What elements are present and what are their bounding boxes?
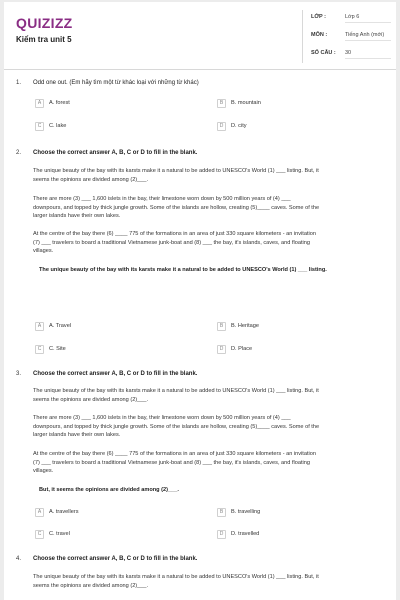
option-a[interactable] bbox=[35, 99, 205, 109]
option-text: B. Heritage bbox=[231, 323, 259, 329]
meta-count-row bbox=[303, 46, 395, 60]
meta-class-row bbox=[303, 10, 395, 24]
option-a[interactable] bbox=[35, 508, 205, 518]
meta-subject-label: MÔN : bbox=[311, 32, 328, 38]
passage-paragraph-1 bbox=[33, 387, 391, 404]
option-text: B. mountain bbox=[231, 100, 261, 106]
option-text: D. city bbox=[231, 123, 247, 129]
meta-class-value: Lớp 6 bbox=[345, 14, 360, 20]
option-letter: B bbox=[217, 322, 226, 331]
passage-paragraph-2 bbox=[33, 195, 391, 221]
quiz-title: Kiểm tra unit 5 bbox=[16, 35, 72, 44]
passage-line: larger islands have their own lakes. bbox=[33, 432, 121, 438]
passage-line: The unique beauty of the bay with its karsts make it a natural to be added to UNESCO's World (1) ___ listing. But, it bbox=[33, 168, 319, 174]
passage-paragraph-1 bbox=[33, 167, 391, 184]
passage-line: (7) ___ travelers to board a traditional Vietnamese junk-boat and (8) ___ the bay, it's islands, caves, and floating bbox=[33, 459, 310, 466]
option-a[interactable] bbox=[35, 322, 205, 332]
option-c[interactable] bbox=[35, 530, 205, 540]
quizizz-logo: QUIZIZZ bbox=[16, 15, 73, 31]
option-d[interactable] bbox=[217, 345, 387, 355]
passage-line: The unique beauty of the bay with its karsts make it a natural to be added to UNESCO's World (1) ___ listing. But, it bbox=[33, 388, 319, 394]
option-text: C. travel bbox=[49, 531, 70, 537]
passage-paragraph-3 bbox=[33, 450, 391, 476]
option-letter: B bbox=[217, 508, 226, 517]
meta-divider bbox=[345, 22, 391, 23]
option-letter: A bbox=[35, 99, 44, 108]
passage-line: seems the opinions are divided among (2)___. bbox=[33, 176, 149, 183]
question-number: 1. bbox=[16, 80, 22, 86]
option-letter: B bbox=[217, 99, 226, 108]
option-b[interactable] bbox=[217, 508, 387, 518]
question-prompt: Odd one out. (Em hãy tìm một từ khác loại với những từ khác) bbox=[33, 80, 199, 86]
passage-line: larger islands have their own lakes. bbox=[33, 213, 121, 219]
option-letter: D bbox=[217, 122, 226, 131]
option-letter: C bbox=[35, 530, 44, 539]
meta-class-label: LỚP : bbox=[311, 14, 326, 20]
option-text: A. forest bbox=[49, 100, 70, 106]
option-c[interactable] bbox=[35, 345, 205, 355]
passage-paragraph-3 bbox=[33, 230, 391, 256]
option-c[interactable] bbox=[35, 122, 205, 132]
passage-line: villages. bbox=[33, 248, 54, 254]
question-prompt: Choose the correct answer A, B, C or D to fill in the blank. bbox=[33, 556, 198, 562]
meta-count-value: 30 bbox=[345, 50, 352, 56]
passage-line: There are more (3) ___ 1,600 islets in the bay, their limestone worn down by 500 million years of (4) ___ bbox=[33, 196, 291, 202]
option-letter: D bbox=[217, 345, 226, 354]
option-text: D. Place bbox=[231, 346, 253, 352]
meta-subject-value: Tiếng Anh (mới) bbox=[345, 32, 385, 38]
passage-paragraph-2 bbox=[33, 414, 391, 440]
meta-divider bbox=[345, 58, 391, 59]
passage-line: seems the opinions are divided among (2)___. bbox=[33, 396, 149, 403]
option-b[interactable] bbox=[217, 322, 387, 332]
meta-count-label: SỐ CÂU : bbox=[311, 50, 336, 56]
passage-line: (7) ___ travelers to board a traditional Vietnamese junk-boat and (8) ___ the bay, it's islands, caves, and floating bbox=[33, 239, 310, 246]
passage-line: The unique beauty of the bay with its karsts make it a natural to be added to UNESCO's World (1) ___ listing. But, it bbox=[33, 574, 319, 580]
question-number: 3. bbox=[16, 371, 22, 377]
option-text: B. travelling bbox=[231, 509, 261, 515]
question-prompt: Choose the correct answer A, B, C or D to fill in the blank. bbox=[33, 371, 198, 377]
passage-line: downpours, and topped by thick jungle growth. Some of the islands are hollow, creating (5)____ caves. Some of the bbox=[33, 423, 320, 430]
option-text: D. travelled bbox=[231, 531, 260, 537]
option-b[interactable] bbox=[217, 99, 387, 109]
option-d[interactable] bbox=[217, 530, 387, 540]
option-d[interactable] bbox=[217, 122, 387, 132]
option-text: C. lake bbox=[49, 123, 67, 129]
question-number: 4. bbox=[16, 556, 22, 562]
passage-line: seems the opinions are divided among (2)___. bbox=[33, 582, 149, 589]
option-letter: D bbox=[217, 530, 226, 539]
passage-line: downpours, and topped by thick jungle growth. Some of the islands are hollow, creating (5)____ caves. Some of the bbox=[33, 204, 320, 211]
meta-subject-row bbox=[303, 28, 395, 42]
meta-box bbox=[302, 10, 394, 63]
option-letter: A bbox=[35, 322, 44, 331]
option-text: A. travellers bbox=[49, 509, 79, 515]
passage-line: At the centre of the bay there (6) ____ 775 of the formations in an area of just 330 square kilometers - an invitation bbox=[33, 451, 316, 457]
worksheet-header bbox=[4, 2, 396, 70]
meta-divider bbox=[345, 40, 391, 41]
passage-line: There are more (3) ___ 1,600 islets in the bay, their limestone worn down by 500 million years of (4) ___ bbox=[33, 415, 291, 421]
worksheet-page bbox=[4, 2, 396, 600]
passage-line: villages. bbox=[33, 468, 54, 474]
passage-line: At the centre of the bay there (6) ____ 775 of the formations in an area of just 330 square kilometers - an invitation bbox=[33, 231, 316, 237]
option-letter: C bbox=[35, 122, 44, 131]
passage-paragraph-1 bbox=[33, 573, 391, 590]
question-stem: The unique beauty of the bay with its karsts make it a natural to be added to UNESCO's World (1) ___ listing. bbox=[39, 267, 327, 273]
option-text: A. Travel bbox=[49, 323, 72, 329]
option-letter: A bbox=[35, 508, 44, 517]
option-text: C. Site bbox=[49, 346, 66, 352]
option-letter: C bbox=[35, 345, 44, 354]
question-number: 2. bbox=[16, 150, 22, 156]
question-prompt: Choose the correct answer A, B, C or D to fill in the blank. bbox=[33, 150, 198, 156]
question-stem: But, it seems the opinions are divided among (2)___. bbox=[39, 487, 179, 493]
